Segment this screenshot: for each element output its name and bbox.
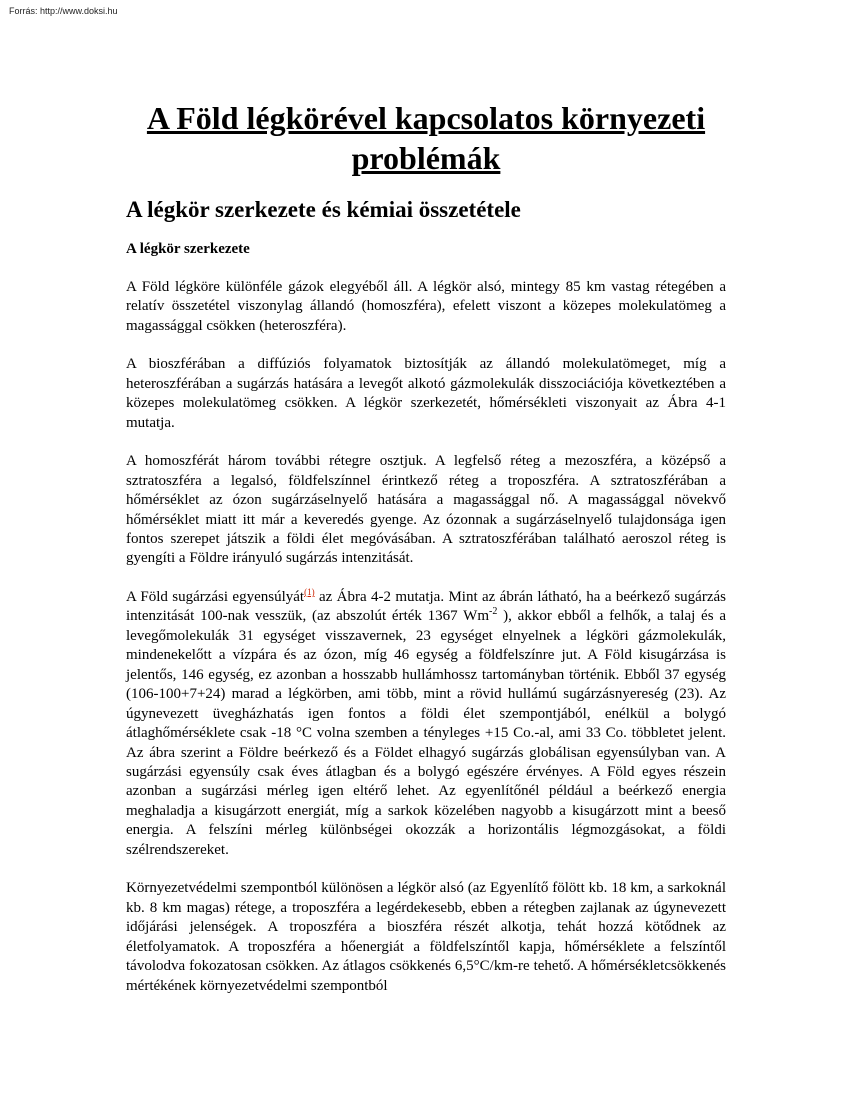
document-body xyxy=(126,98,726,996)
radiation-text-start: A Föld sugárzási egyensúlyát xyxy=(126,588,305,605)
paragraph-radiation-balance xyxy=(126,588,726,860)
footnote-link[interactable]: (1) xyxy=(304,586,315,597)
unit-exponent: -2 xyxy=(489,606,498,618)
subsection-title: A légkör szerkezete xyxy=(126,241,250,257)
paragraph-biosphere: A bioszférában a diffúziós folyamatok biztosítják az állandó molekulatömeget, míg a heteroszférában a sugárzás hatására a levegőt alkotó gázmolekulák disszociációja következtében a közepes molekulatömeg csökken. A légkör szerkezetét, hőmérsékleti viszonyait az Ábra 4-1 mutatja. xyxy=(126,356,726,431)
paragraph-troposphere: Környezetvédelmi szempontból különösen a légkör alsó (az Egyenlítő fölött kb. 18 km, a sarkoknál kb. 8 km magas) rétege, a troposzféra a legérdekesebb, ebben a rétegben zajlanak az úgynevezett időjárási jelenségek. A troposzféra a bioszféra részét alkotja, tehát hozzá kötődnek az életfolyamatok. A troposzféra a hőenergiát a földfelszíntől kapja, hőmérséklete a felszíntől távolodva fokozatosan csökken. Az átlagos csökkenés 6,5°C/km-re tehető. A hőmérsékletcsökkenés mértékének környezetvédelmi szempontból xyxy=(126,880,726,994)
radiation-text-end: ), akkor ebből a felhők, a talaj és a levegőmolekulák 31 egységet visszavernek, 23 egységet elnyelnek a légköri gázmolekulák, mindenekelőtt a vízpára és az ózon, míg 46 egység a földfelszínre jut. A Föld kisugárzása is jelentős, 146 egység, ez azonban a hosszabb hullámhossz tartományban történik. Ebből 37 egység (106-100+7+24) marad a légkörben, ami több, mint a rövid hullámú sugárzásnyereség (23). Az úgynevezett üvegházhatás igen fontos a földi élet szempontjából, enélkül a bolygó átlaghőmérséklete csak -18 °C volna szemben a tényleges +15 Co.-al, ami 33 Co. többletet jelent. Az ábra szerint a Földre beérkező és a Földet elhagyó sugárzás globálisan egyensúlyban van. A sugárzási egyensúly csak éves átlagban és a bolygó egészére érvényes. A Föld egyes részein azonban a sugárzási mérleg igen eltérő lehet. Az egyenlítőnél például a beérkező energia meghaladja a kisugárzott energiát, míg a sarkok közelében nagyobb a kisugárzott mint a beeső energia. A felszíni mérleg különbségei okozzák a horizontális légmozgásokat, a földi szélrendszereket. xyxy=(126,608,726,858)
paragraph-layers: A homoszférát három további rétegre osztjuk. A legfelső réteg a mezoszféra, a középső a sztratoszféra a legalsó, földfelszínnel érintkező réteg a troposzféra. A sztratoszférában a hőmérséklet az ózon sugárzáselnyelő hatására a magassággal nő. A magassággal növekvő hőmérséklet miatt itt már a keveredés gyenge. Az ózonnak a sugárzáselnyelő tulajdonsága igen fontos szerepet játszik a földi élet megóvásában. A sztratoszférában található aeroszol réteg is gyengíti a Földre irányuló sugárzás intenzitását. xyxy=(126,453,726,567)
source-note: Forrás: http://www.doksi.hu xyxy=(9,6,118,16)
document-title: A Föld légkörével kapcsolatos környezeti problémák xyxy=(146,100,706,176)
paragraph-homosphere: A Föld légköre különféle gázok elegyéből áll. A légkör alsó, mintegy 85 km vastag rétegében a relatív összetétel viszonylag állandó (homoszféra), efelett viszont a közepes molekulatömeg a magassággal csökken (heteroszféra). xyxy=(126,279,726,334)
radiation-text-middle: az Ábra 4-2 mutatja. Mint az ábrán látható, ha a beérkező sugárzás intenzitását 100-nak vesszük, (az abszolút érték 1367 Wm xyxy=(126,588,726,625)
section-title: A légkör szerkezete és kémiai összetétele xyxy=(126,197,521,222)
